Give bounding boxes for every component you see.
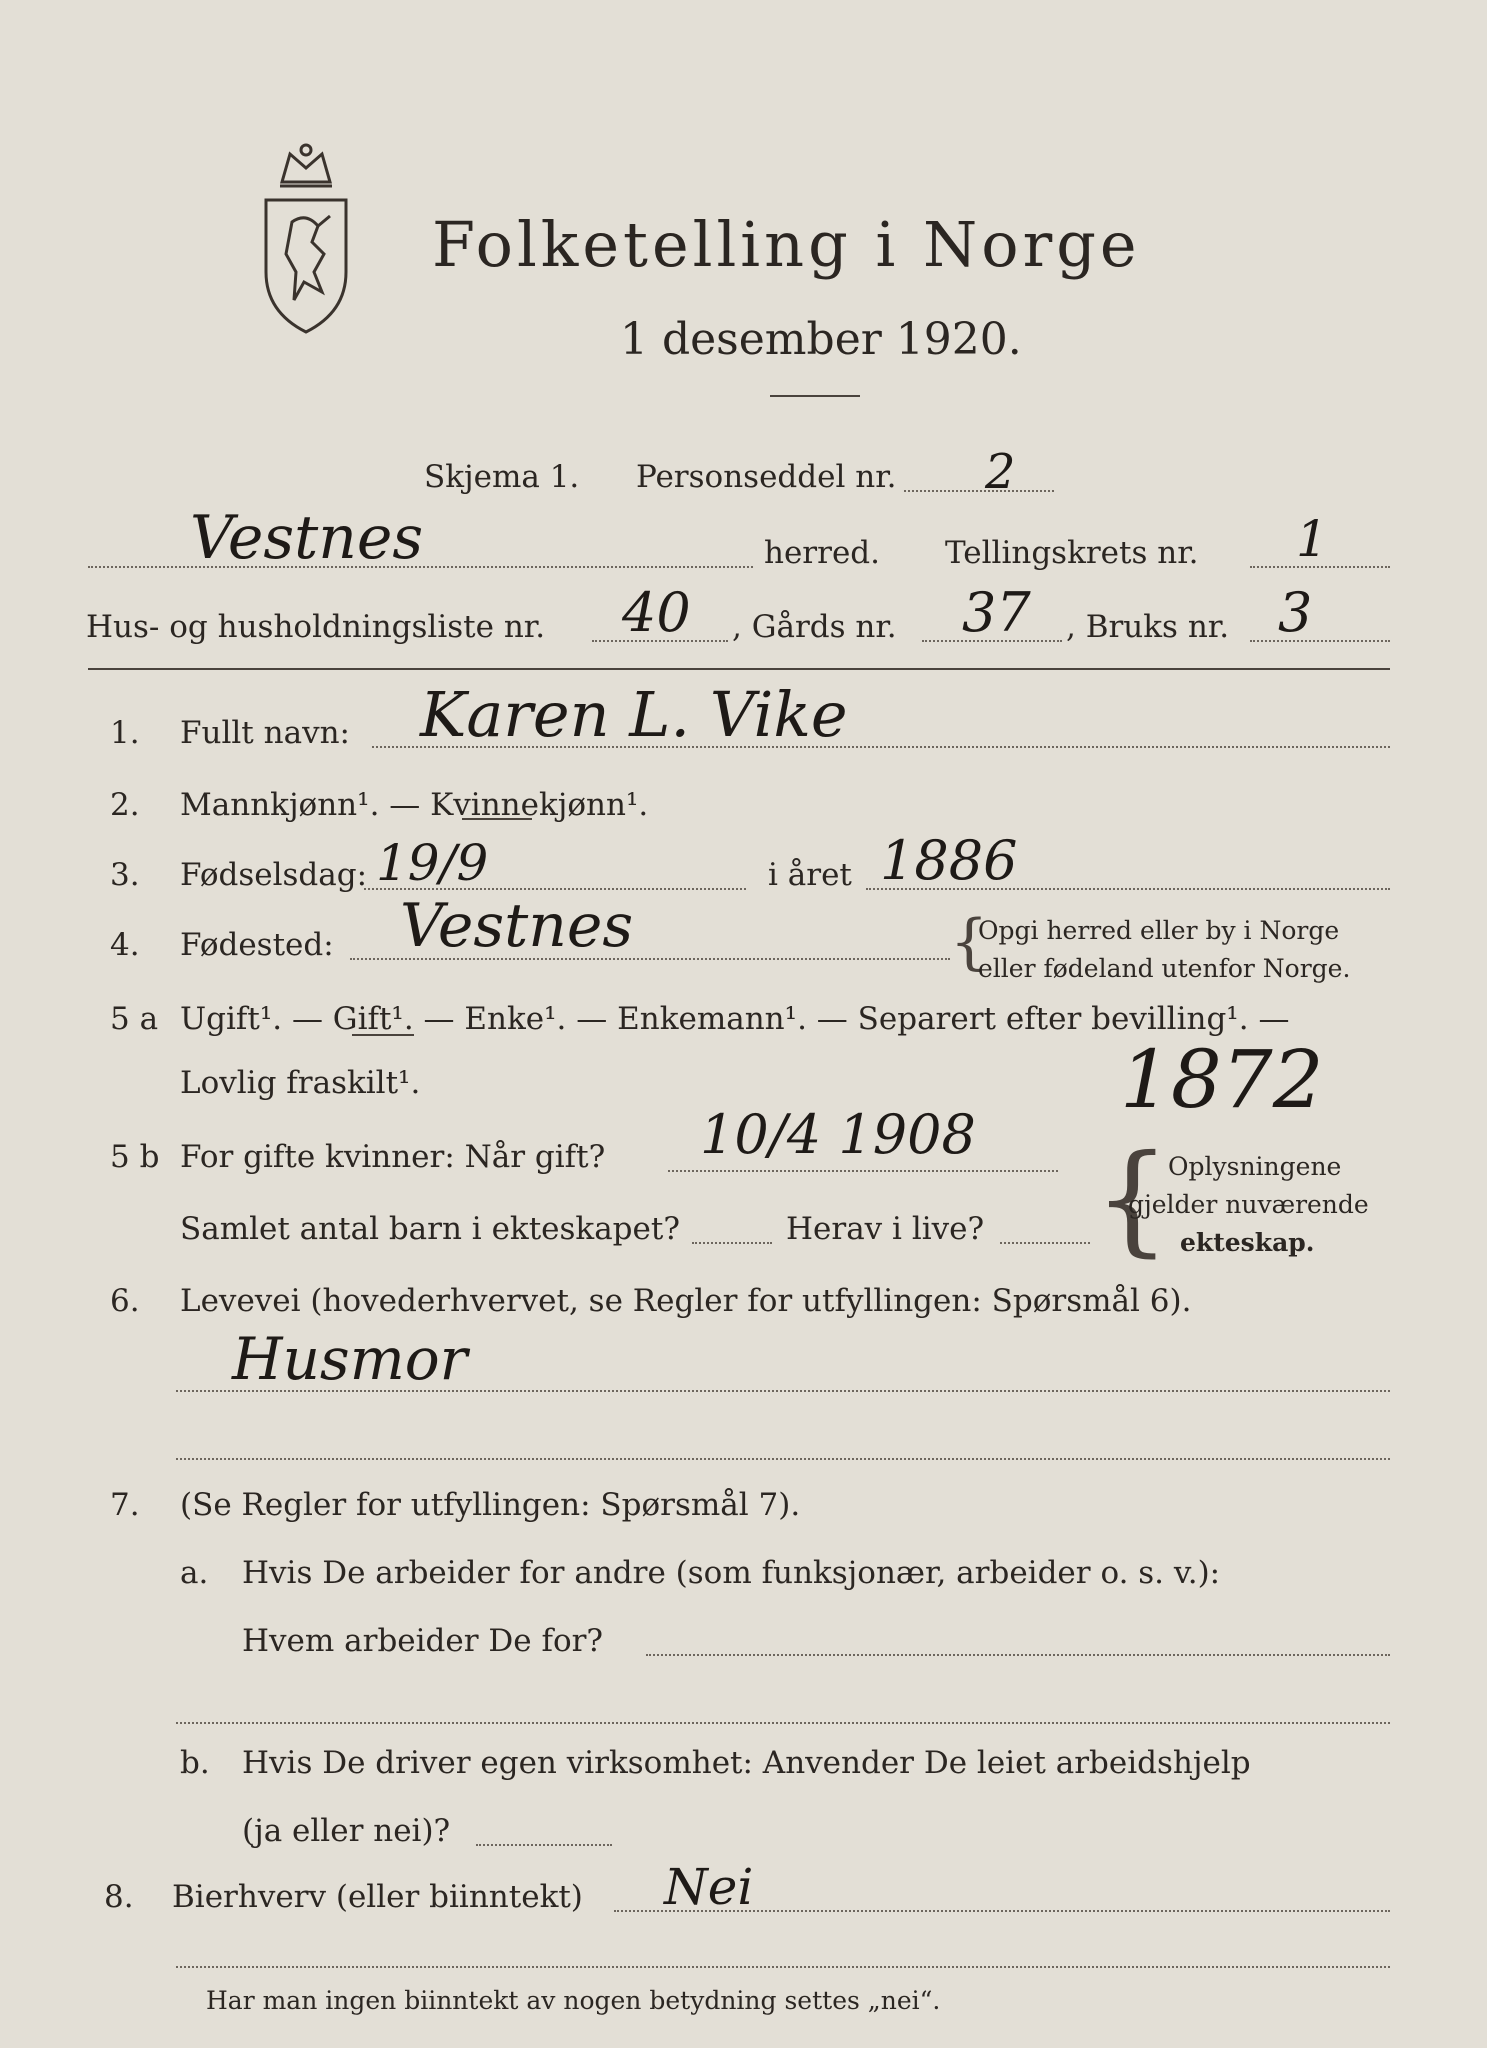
bruks-line (1250, 640, 1390, 642)
q7-number: 7. (110, 1487, 140, 1523)
q6-line1 (176, 1390, 1390, 1392)
q4-label: Fødested: (180, 927, 334, 963)
q4-note-brace: { (950, 907, 989, 977)
gards-label: , Gårds nr. (732, 609, 897, 645)
tellingskrets-value: 1 (1296, 510, 1328, 568)
q6-label: Levevei (hovederhvervet, se Regler for utfyllingen: Spørsmål 6). (180, 1283, 1192, 1319)
gards-value: 37 (962, 581, 1031, 644)
q5a-label-line2: Lovlig fraskilt¹. (180, 1065, 421, 1101)
q5b-value: 10/4 1908 (700, 1103, 976, 1166)
q7b-number: b. (180, 1745, 210, 1781)
form-title: Folketelling i Norge (432, 208, 1141, 281)
q5b-alive-label: Herav i live? (786, 1211, 985, 1247)
q7a-line2 (176, 1722, 1390, 1724)
q3-year-label: i året (768, 857, 852, 893)
q7b-label-line2: (ja eller nei)? (242, 1813, 451, 1849)
q3-year-value: 1886 (880, 829, 1018, 892)
q8-number: 8. (104, 1879, 134, 1915)
q6-line2 (176, 1458, 1390, 1460)
hus-label: Hus- og husholdningsliste nr. (86, 609, 546, 645)
q6-number: 6. (110, 1283, 140, 1319)
q4-note-line1: Opgi herred eller by i Norge (978, 916, 1340, 945)
footer-note: Har man ingen biinntekt av nogen betydning settes „nei“. (206, 1986, 941, 2015)
q1-value: Karen L. Vike (420, 678, 848, 751)
q7-label: (Se Regler for utfyllingen: Spørsmål 7). (180, 1487, 801, 1523)
q4-value: Vestnes (400, 891, 634, 961)
q5b-note-line1: Oplysningene (1168, 1152, 1342, 1181)
q5b-children-line (692, 1242, 772, 1244)
q7a-label-line2: Hvem arbeider De for? (242, 1623, 604, 1659)
q2-kvinne-underline (462, 818, 532, 820)
title-divider (770, 395, 860, 397)
q8-line2 (176, 1966, 1390, 1968)
skjema-label: Skjema 1. (424, 459, 580, 495)
q7a-label: Hvis De arbeider for andre (som funksjonær, arbeider o. s. v.): (242, 1555, 1221, 1591)
q3-label: Fødselsdag: (180, 857, 368, 893)
q5b-line (668, 1170, 1058, 1172)
q1-label: Fullt navn: (180, 715, 350, 751)
bruks-label: , Bruks nr. (1066, 609, 1230, 645)
q3-number: 3. (110, 857, 140, 893)
herred-label: herred. (764, 535, 880, 571)
q5a-gift-underline (352, 1034, 414, 1036)
q8-label: Bierhverv (eller biinntekt) (172, 1879, 583, 1915)
personseddel-line (904, 490, 1054, 492)
q4-note-line2: eller fødeland utenfor Norge. (978, 954, 1351, 983)
personseddel-value: 2 (985, 444, 1016, 500)
hus-value: 40 (622, 581, 691, 644)
q4-number: 4. (110, 927, 140, 963)
bruks-value: 3 (1278, 581, 1313, 644)
q3-value: 19/9 (376, 834, 489, 892)
q5b-children-label: Samlet antal barn i ekteskapet? (180, 1211, 680, 1247)
q7a-number: a. (180, 1555, 209, 1591)
q5b-alive-line (1000, 1242, 1090, 1244)
norway-coat-of-arms-icon (252, 142, 360, 338)
q8-value: Nei (664, 1858, 754, 1916)
q7b-line (476, 1844, 612, 1846)
q5b-label: For gifte kvinner: Når gift? (180, 1139, 606, 1175)
q7a-line1 (646, 1654, 1390, 1656)
herred-line (88, 566, 753, 568)
form-date: 1 desember 1920. (620, 314, 1022, 365)
q5a-label: Ugift¹. — Gift¹. — Enke¹. — Enkemann¹. — Separert efter bevilling¹. — (180, 1001, 1290, 1037)
personseddel-label: Personseddel nr. (636, 459, 897, 495)
q7b-label: Hvis De driver egen virksomhet: Anvender De leiet arbeidshjelp (242, 1745, 1251, 1781)
header-divider (88, 668, 1390, 670)
tellingskrets-label: Tellingskrets nr. (945, 535, 1199, 571)
q5b-note-line2: gjelder nuværende (1128, 1190, 1369, 1219)
q5b-number: 5 b (110, 1139, 160, 1175)
q5a-margin-value: 1872 (1120, 1033, 1324, 1126)
q5a-number: 5 a (110, 1001, 159, 1037)
q6-value: Husmor (232, 1325, 468, 1393)
q2-label: Mannkjønn¹. — Kvinnekjønn¹. (180, 787, 649, 823)
q2-number: 2. (110, 787, 140, 823)
q5b-note-line3: ekteskap. (1180, 1228, 1315, 1257)
q5b-note-brace: { (1094, 1130, 1171, 1269)
herred-value: Vestnes (190, 503, 424, 573)
q1-number: 1. (110, 715, 140, 751)
